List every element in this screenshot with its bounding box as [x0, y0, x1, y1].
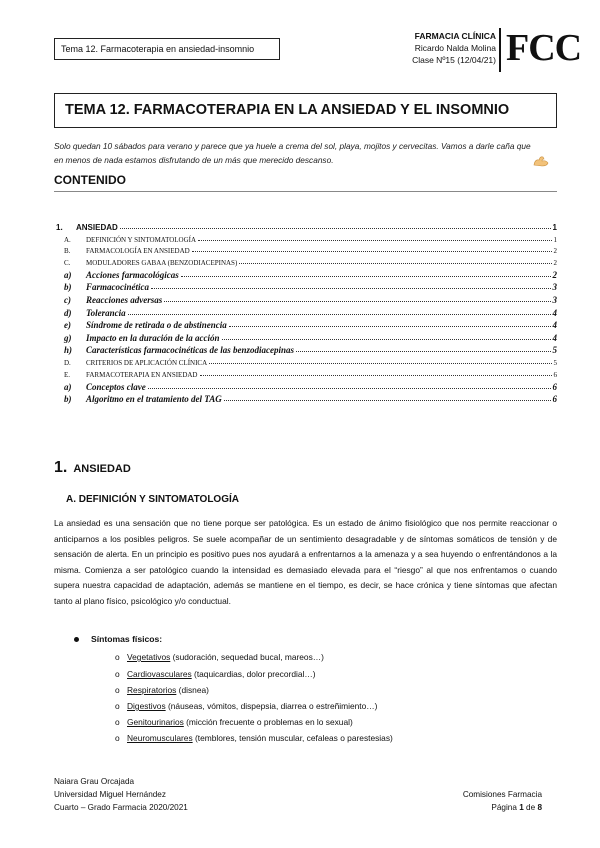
- toc-entry[interactable]: [54, 367, 557, 379]
- toc-label: Reacciones adversas: [86, 294, 163, 305]
- toc-entry[interactable]: [54, 232, 557, 244]
- footer-author-info: [54, 775, 188, 814]
- contents-underline: [54, 191, 557, 192]
- section-number: 1.: [54, 459, 68, 476]
- symptom-item: [115, 717, 353, 727]
- toc-entry[interactable]: [54, 318, 557, 331]
- toc-number: B.: [64, 247, 71, 256]
- toc-label: FARMACOLOGÍA EN ANSIEDAD: [86, 247, 190, 256]
- bullet-dot-icon: [74, 637, 79, 642]
- symptom-term: Neuromusculares: [127, 733, 193, 743]
- toc-label: Tolerancia: [86, 307, 126, 318]
- document-title-box: [54, 93, 557, 128]
- footer-name: Naiara Grau Orcajada: [54, 777, 135, 786]
- toc-number: b): [64, 394, 72, 405]
- circle-bullet-icon: o: [115, 701, 120, 711]
- symptom-term: Vegetativos: [127, 652, 171, 662]
- toc-number: g): [64, 332, 72, 343]
- symptom-item: [115, 733, 393, 743]
- toc-leader: [192, 250, 552, 252]
- toc-entry[interactable]: [54, 255, 557, 267]
- toc-number: D.: [64, 359, 71, 368]
- toc-entry[interactable]: [54, 355, 557, 367]
- toc-page: 4: [552, 320, 557, 331]
- symptom-term: Cardiovasculares: [127, 669, 192, 679]
- toc-label: DEFINICIÓN Y SINTOMATOLOGÍA: [86, 235, 197, 244]
- toc-leader: [224, 399, 551, 401]
- bullet-physical-symptoms: [74, 634, 162, 644]
- intro-text: Solo quedan 10 sábados para verano y parece que ya huele a crema del sol, playa, mojitos y cervecitas. Vamos a darle caña que en menos de nada estamos disfrutando de un más que merecido descanso.: [54, 141, 531, 165]
- toc-page: 5: [553, 359, 557, 368]
- toc-leader: [222, 338, 551, 340]
- toc-entry[interactable]: [54, 330, 557, 343]
- symptom-desc: (taquicardias, dolor precordial…): [191, 669, 316, 679]
- toc-label: Impacto en la duración de la acción: [86, 332, 220, 343]
- toc-page: 3: [552, 294, 557, 305]
- toc-entry[interactable]: [54, 343, 557, 356]
- page-number: 1: [519, 803, 524, 812]
- toc-number: h): [64, 345, 73, 356]
- toc-number: A.: [64, 235, 71, 244]
- toc-label: Características farmacocinéticas de las benzodiacepinas: [86, 345, 294, 356]
- toc-page: 6: [552, 381, 557, 392]
- topic-label-box: Tema 12. Farmacoterapia en ansiedad-insomnio: [54, 38, 280, 60]
- section-title: ANSIEDAD: [73, 463, 131, 475]
- toc-entry[interactable]: [54, 392, 557, 405]
- symptom-term: Respiratorios: [127, 685, 177, 695]
- toc-label: Conceptos clave: [86, 381, 146, 392]
- footer-course: Cuarto – Grado Farmacia 2020/2021: [54, 803, 188, 812]
- toc-number: e): [64, 320, 71, 331]
- toc-label: ANSIEDAD: [76, 222, 118, 232]
- circle-bullet-icon: o: [115, 685, 120, 695]
- toc-page: 4: [552, 332, 557, 343]
- footer-university: Universidad Miguel Hernández: [54, 790, 166, 799]
- toc-leader: [164, 300, 550, 302]
- toc-page: 2: [553, 247, 557, 256]
- toc-leader: [181, 275, 551, 277]
- toc-page: 2: [552, 269, 557, 280]
- header-org: FARMACIA CLÍNICA: [414, 31, 496, 41]
- circle-bullet-icon: o: [115, 669, 120, 679]
- toc-number: a): [64, 269, 72, 280]
- symptom-item: [115, 685, 209, 695]
- symptom-desc: (náuseas, vómitos, dispepsia, diarrea o estreñimiento…): [165, 701, 378, 711]
- page-total: 8: [537, 803, 542, 812]
- toc-label: MODULADORES GABAA (BENZODIACEPINAS): [86, 259, 238, 268]
- footer-page-info: [463, 788, 542, 814]
- header-divider: [499, 28, 501, 72]
- section-heading-ansiedad: [54, 459, 131, 477]
- symptom-desc: (sudoración, sequedad bucal, mareos…): [170, 652, 324, 662]
- subsection-heading: A. DEFINICIÓN Y SINTOMATOLOGÍA: [66, 494, 239, 505]
- fcc-logo: FCC: [506, 27, 582, 69]
- toc-label: CRITERIOS DE APLICACIÓN CLÍNICA: [86, 359, 208, 368]
- document-title: TEMA 12. FARMACOTERAPIA EN LA ANSIEDAD Y EL INSOMNIO: [65, 102, 510, 118]
- toc-leader: [209, 362, 551, 364]
- toc-entry[interactable]: [54, 280, 557, 293]
- header-info: [412, 30, 496, 66]
- toc-leader: [148, 387, 551, 389]
- toc-label: Algoritmo en el tratamiento del TAG: [86, 394, 222, 405]
- toc-number: c): [64, 294, 71, 305]
- symptom-desc: (temblores, tensión muscular, cefaleas o parestesias): [192, 733, 393, 743]
- page-prefix: Página: [491, 803, 517, 812]
- toc-number: 1.: [56, 222, 63, 232]
- toc-label: FARMACOTERAPIA EN ANSIEDAD: [86, 370, 198, 379]
- symptom-term: Digestivos: [127, 701, 166, 711]
- table-of-contents: [54, 220, 557, 404]
- toc-leader: [200, 374, 552, 376]
- toc-number: a): [64, 381, 72, 392]
- symptom-term: Genitourinarios: [127, 717, 184, 727]
- toc-leader: [198, 239, 551, 241]
- toc-leader: [128, 313, 551, 315]
- header-class-info: Clase Nº15 (12/04/21): [412, 55, 496, 65]
- toc-entry[interactable]: [54, 220, 557, 232]
- toc-label: Farmacocinética: [86, 282, 149, 293]
- toc-page: 1: [553, 235, 557, 244]
- header-author: Ricardo Nalda Molina: [414, 43, 496, 53]
- page-counter: [463, 801, 542, 814]
- bullet-label: Síntomas físicos:: [91, 634, 163, 644]
- toc-page: 6: [552, 394, 557, 405]
- contents-heading: CONTENIDO: [54, 173, 126, 187]
- toc-leader: [151, 287, 551, 289]
- toc-number: C.: [64, 259, 71, 268]
- circle-bullet-icon: o: [115, 733, 120, 743]
- toc-label: Síndrome de retirada o de abstinencia: [86, 320, 227, 331]
- toc-leader: [120, 227, 551, 229]
- symptom-item: [115, 669, 316, 679]
- toc-entry[interactable]: [54, 244, 557, 256]
- toc-leader: [296, 350, 551, 352]
- toc-number: E.: [64, 370, 71, 379]
- toc-number: d): [64, 307, 72, 318]
- toc-page: 2: [553, 259, 557, 268]
- toc-entry[interactable]: [54, 267, 557, 280]
- toc-leader: [239, 262, 551, 264]
- toc-number: b): [64, 282, 72, 293]
- flexed-biceps-icon: [533, 155, 549, 167]
- page-of: de: [526, 803, 536, 812]
- circle-bullet-icon: o: [115, 652, 120, 662]
- toc-page: 3: [552, 282, 557, 293]
- toc-page: 6: [553, 370, 557, 379]
- body-paragraph: La ansiedad es una sensación que no tiene porque ser patológica. Es un estado de ánimo fisiológico que nos permite reaccionar o anticiparnos a los posibles peligros. Se suele acompañar de un sentimiento desagradable y de síntomas somáticos de tensión y de sensación de alerta. En un principio es positivo pues nos ayudará a enfrentarnos a la amenaza y a sea huyendo o enfrentándonos a la misma. Comienza a ser patológico cuando la intensidad es demasiado elevada para el “riesgo” al que nos enfrentamos o cuando supera nuestra capacidad de adaptación, además se mantiene en el tiempo, es decir, se hace crónica y tiene síntomas que afectan tanto al plano físico, psicológico y/o conductual.: [54, 518, 557, 606]
- toc-leader: [229, 325, 551, 327]
- circle-bullet-icon: o: [115, 717, 120, 727]
- footer-commission: Comisiones Farmacia: [462, 790, 542, 799]
- symptom-item: [115, 701, 377, 711]
- symptom-desc: (disnea): [176, 685, 209, 695]
- toc-page: 4: [552, 307, 557, 318]
- symptom-desc: (micción frecuente o problemas en lo sexual): [183, 717, 353, 727]
- toc-page: 1: [552, 222, 557, 232]
- symptom-item: [115, 652, 324, 662]
- toc-entry[interactable]: [54, 292, 557, 305]
- toc-page: 5: [552, 345, 557, 356]
- toc-entry[interactable]: [54, 379, 557, 392]
- toc-entry[interactable]: [54, 305, 557, 318]
- toc-label: Acciones farmacológicas: [86, 269, 179, 280]
